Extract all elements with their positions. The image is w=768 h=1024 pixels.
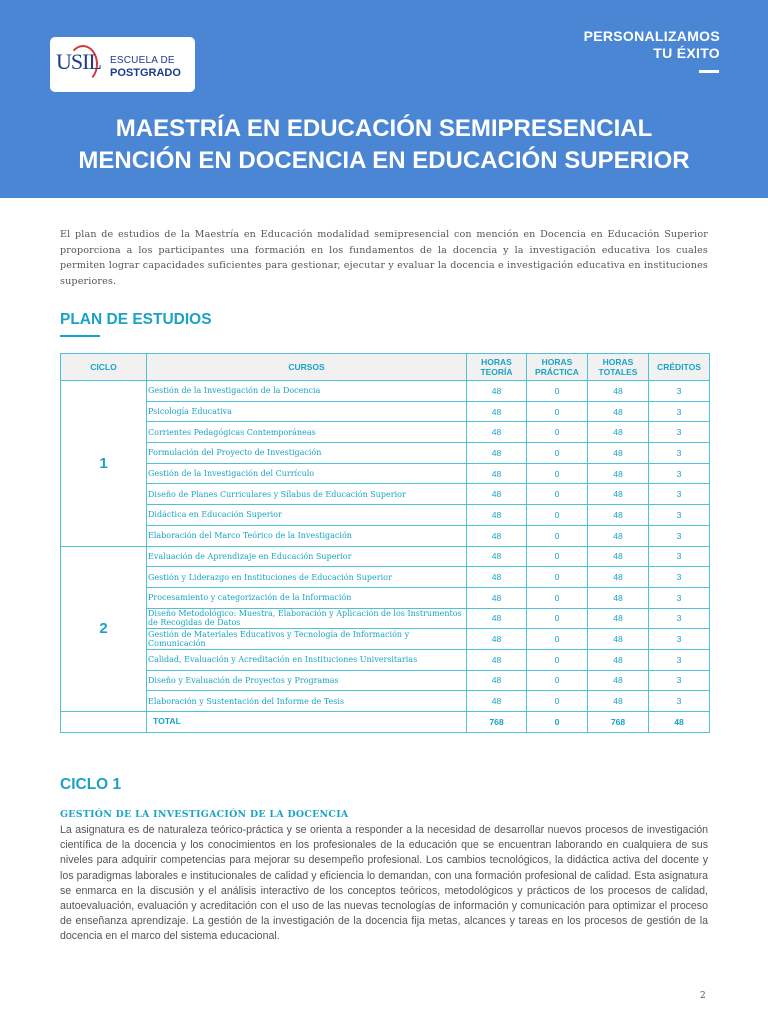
table-header-row (61, 354, 710, 381)
total-label: TOTAL (147, 712, 467, 733)
logo-line1: ESCUELA DE (110, 55, 175, 66)
practica-cell: 0 (527, 670, 588, 691)
creditos-cell: 3 (649, 629, 710, 650)
study-plan-table (60, 353, 710, 733)
totales-cell: 48 (588, 670, 649, 691)
course-cell: Didáctica en Educación Superior (147, 505, 467, 526)
totales-cell: 48 (588, 546, 649, 567)
practica-cell: 0 (527, 484, 588, 505)
plan-title: PLAN DE ESTUDIOS (60, 311, 212, 328)
table-row (61, 422, 710, 443)
creditos-cell: 3 (649, 567, 710, 588)
table-row (61, 484, 710, 505)
header-creditos: CRÉDITOS (649, 354, 710, 381)
teoria-cell: 48 (467, 649, 527, 670)
course-cell: Formulación del Proyecto de Investigación (147, 443, 467, 464)
course-cell: Gestión de la Investigación de la Docencia (147, 381, 467, 402)
ciclo-cell: 2 (61, 546, 147, 712)
teoria-cell: 48 (467, 443, 527, 464)
practica-cell: 0 (527, 381, 588, 402)
course-cell: Evaluación de Aprendizaje en Educación Superior (147, 546, 467, 567)
teoria-cell: 48 (467, 463, 527, 484)
totales-cell: 48 (588, 691, 649, 712)
page-number: 2 (700, 991, 706, 1001)
course-cell: Diseño Metodológico: Muestra, Elaboración y Aplicación de los Instrumentos de Recogidas de Datos (147, 608, 467, 629)
page-title (0, 113, 768, 177)
practica-cell: 0 (527, 443, 588, 464)
logo-line2: POSTGRADO (110, 67, 181, 79)
totales-cell: 48 (588, 567, 649, 588)
title-line1: MAESTRÍA EN EDUCACIÓN SEMIPRESENCIAL (115, 115, 653, 142)
teoria-cell: 48 (467, 587, 527, 608)
slogan-line1: PERSONALIZAMOS (583, 28, 720, 44)
totales-cell: 48 (588, 401, 649, 422)
header-cursos: CURSOS (147, 354, 467, 381)
teoria-cell: 48 (467, 381, 527, 402)
creditos-cell: 3 (649, 422, 710, 443)
header-practica: HORAS PRÁCTICA (527, 354, 588, 381)
course-cell: Elaboración del Marco Teórico de la Investigación (147, 525, 467, 546)
total-totales-cell: 768 (588, 712, 649, 733)
slogan-underline (699, 70, 719, 73)
course-cell: Procesamiento y categorización de la Información (147, 587, 467, 608)
totales-cell: 48 (588, 422, 649, 443)
course-description: La asignatura es de naturaleza teórico-práctica y se orienta a responder a la necesidad de desarrollar nuevos procesos de investigación científica de la docencia y los conocimientos en los profesionales de la educación que se encuentran laborando en cualquiera de sus niveles para adquirir competencias para mejorar su desempeño profesional. Los cambios tecnológicos, la didáctica activa del docente y los paradigmas laborales e institucionales de calidad y eficiencia lo demandan, con una formación profesional de calidad. Esta asignatura se enmarca en la discusión y el análisis interactivo de los conceptos teóricos, metodológicos y prácticos de los procesos de calidad, autoevaluación, evaluación y acreditación con el uso de las nuevas tecnologías de información y comunicación para optimizar el proceso de enseñanza aprendizaje. La gestión de la investigación de la docencia fija metas, alcances y tareas en los procesos de gestión de la docencia en el marco del sistema educacional. (60, 824, 708, 943)
creditos-cell: 3 (649, 505, 710, 526)
teoria-cell: 48 (467, 505, 527, 526)
table-row (61, 691, 710, 712)
practica-cell: 0 (527, 629, 588, 650)
teoria-cell: 48 (467, 546, 527, 567)
course-cell: Diseño y Evaluación de Proyectos y Programas (147, 670, 467, 691)
table-body (61, 381, 710, 733)
header-ciclo: CICLO (61, 354, 147, 381)
creditos-cell: 3 (649, 443, 710, 464)
table-row (61, 649, 710, 670)
ciclo-section-title: CICLO 1 (60, 776, 122, 793)
practica-cell: 0 (527, 422, 588, 443)
total-practica-cell: 0 (527, 712, 588, 733)
teoria-cell: 48 (467, 422, 527, 443)
creditos-cell: 3 (649, 484, 710, 505)
table-row (61, 525, 710, 546)
practica-cell: 0 (527, 649, 588, 670)
totales-cell: 48 (588, 505, 649, 526)
plan-title-underline (60, 335, 100, 337)
total-row (61, 712, 710, 733)
totales-cell: 48 (588, 381, 649, 402)
practica-cell: 0 (527, 608, 588, 629)
creditos-cell: 3 (649, 401, 710, 422)
course-title: GESTIÓN DE LA INVESTIGACIÓN DE LA DOCENCIA (60, 809, 349, 820)
page-header (0, 0, 768, 198)
creditos-cell: 3 (649, 381, 710, 402)
teoria-cell: 48 (467, 691, 527, 712)
table-row (61, 381, 710, 402)
teoria-cell: 48 (467, 525, 527, 546)
practica-cell: 0 (527, 525, 588, 546)
intro-paragraph: El plan de estudios de la Maestría en Educación modalidad semipresencial con mención en Docencia en Educación Superior proporciona a los participantes una formación en los fundamentos de la docencia y la investigación educativa los cuales permiten lograr capacidades suficientes para gestionar, ejecutar y evaluar la docencia e investigación educativa en instituciones superiores. (60, 229, 708, 287)
header-totales: HORAS TOTALES (588, 354, 649, 381)
teoria-cell: 48 (467, 484, 527, 505)
teoria-cell: 48 (467, 567, 527, 588)
total-teoria-cell: 768 (467, 712, 527, 733)
course-cell: Corrientes Pedagógicas Contemporáneas (147, 422, 467, 443)
course-cell: Gestión de Materiales Educativos y Tecnología de Información y Comunicación (147, 629, 467, 650)
practica-cell: 0 (527, 463, 588, 484)
ciclo-cell: 1 (61, 381, 147, 547)
course-cell: Diseño de Planes Curriculares y Sílabus de Educación Superior (147, 484, 467, 505)
totales-cell: 48 (588, 443, 649, 464)
table-row (61, 608, 710, 629)
creditos-cell: 3 (649, 546, 710, 567)
header-teoria: HORAS TEORÍA (467, 354, 527, 381)
totales-cell: 48 (588, 608, 649, 629)
course-cell: Elaboración y Sustentación del Informe de Tesis (147, 691, 467, 712)
total-ciclo-cell (61, 712, 147, 733)
teoria-cell: 48 (467, 608, 527, 629)
creditos-cell: 3 (649, 691, 710, 712)
practica-cell: 0 (527, 546, 588, 567)
slogan (584, 28, 720, 62)
logo-mark: USIL (56, 49, 101, 74)
creditos-cell: 3 (649, 608, 710, 629)
teoria-cell: 48 (467, 629, 527, 650)
slogan-line2: TU ÉXITO (653, 45, 720, 61)
practica-cell: 0 (527, 401, 588, 422)
totales-cell: 48 (588, 484, 649, 505)
course-cell: Gestión y Liderazgo en Instituciones de Educación Superior (147, 567, 467, 588)
table-row (61, 401, 710, 422)
table-row (61, 463, 710, 484)
totales-cell: 48 (588, 463, 649, 484)
creditos-cell: 3 (649, 670, 710, 691)
table-row (61, 546, 710, 567)
practica-cell: 0 (527, 567, 588, 588)
creditos-cell: 3 (649, 525, 710, 546)
teoria-cell: 48 (467, 401, 527, 422)
table-row (61, 443, 710, 464)
practica-cell: 0 (527, 505, 588, 526)
title-line2: MENCIÓN EN DOCENCIA EN EDUCACIÓN SUPERIOR (78, 147, 690, 174)
course-cell: Gestión de la Investigación del Currículo (147, 463, 467, 484)
table-row (61, 670, 710, 691)
totales-cell: 48 (588, 525, 649, 546)
table-row (61, 505, 710, 526)
creditos-cell: 3 (649, 463, 710, 484)
practica-cell: 0 (527, 587, 588, 608)
total-creditos-cell: 48 (649, 712, 710, 733)
table-row (61, 629, 710, 650)
practica-cell: 0 (527, 691, 588, 712)
course-cell: Psicología Educativa (147, 401, 467, 422)
creditos-cell: 3 (649, 587, 710, 608)
table-row (61, 567, 710, 588)
course-cell: Calidad, Evaluación y Acreditación en Instituciones Universitarias (147, 649, 467, 670)
totales-cell: 48 (588, 587, 649, 608)
teoria-cell: 48 (467, 670, 527, 691)
table-row (61, 587, 710, 608)
usil-logo (50, 37, 195, 92)
totales-cell: 48 (588, 649, 649, 670)
creditos-cell: 3 (649, 649, 710, 670)
totales-cell: 48 (588, 629, 649, 650)
